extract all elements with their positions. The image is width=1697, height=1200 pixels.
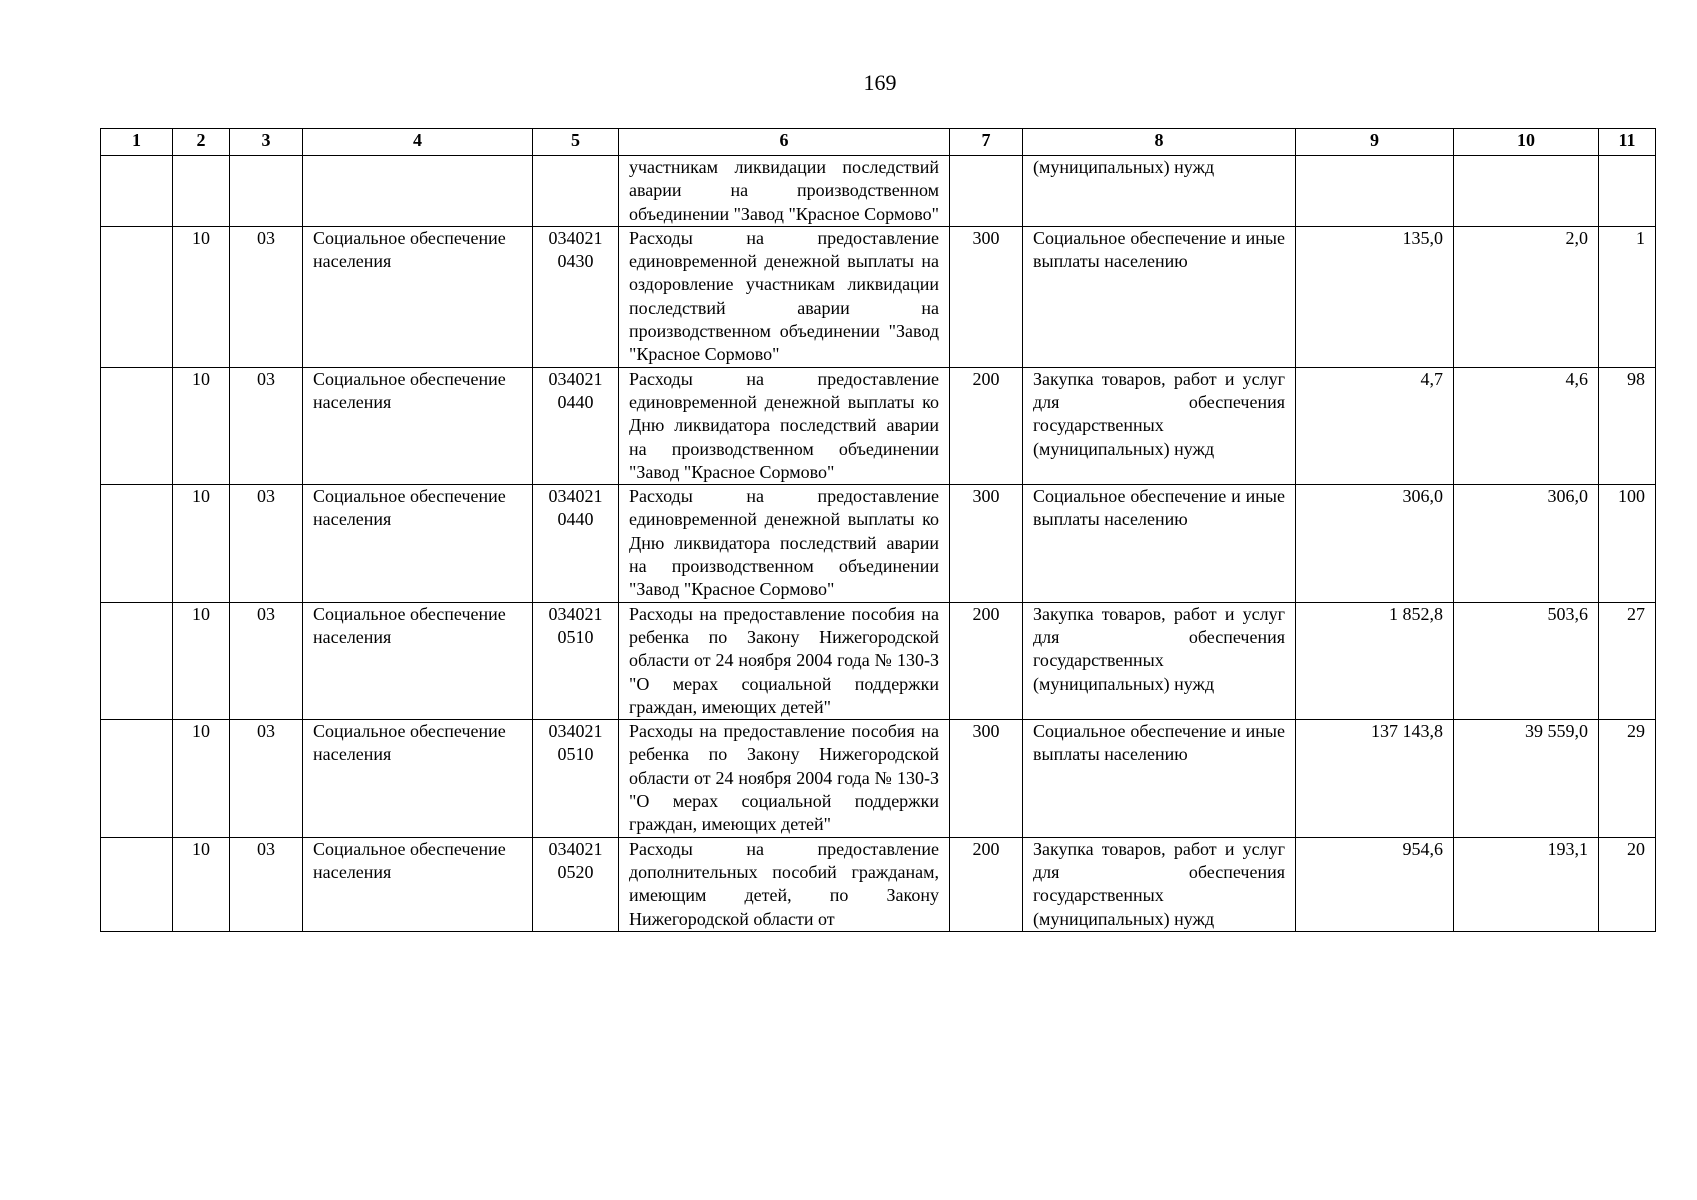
cell-article-name: Расходы на предоставление единовременной денежной выплаты ко Дню ликвидатора последствий аварии на производственном объединении "Завод "Красное Сормово" [619,367,950,484]
cell-col-1 [101,485,173,602]
cell-target-article: 034021 0520 [533,837,619,931]
cell-expense-type-name: Социальное обеспечение и иные выплаты населению [1023,485,1296,602]
cell-section [173,156,230,227]
cell-expense-type-name: Социальное обеспечение и иные выплаты населению [1023,720,1296,837]
cell-section-name [303,156,533,227]
cell-plan: 4,7 [1296,367,1454,484]
cell-article-name: Расходы на предоставление единовременной денежной выплаты на оздоровление участникам ликвидации последствий аварии на производственном объединении "Завод "Красное Сормово" [619,226,950,367]
cell-expense-type: 300 [950,485,1023,602]
cell-target-article: 034021 0440 [533,367,619,484]
cell-subsection: 03 [230,837,303,931]
cell-plan: 137 143,8 [1296,720,1454,837]
cell-percent: 100 [1599,485,1656,602]
cell-article-name: участникам ликвидации последствий аварии на производственном объединении "Завод "Красное Сормово" [619,156,950,227]
cell-actual: 193,1 [1454,837,1599,931]
cell-section-name: Социальное обеспечение населения [303,485,533,602]
cell-expense-type: 200 [950,367,1023,484]
cell-actual: 503,6 [1454,602,1599,719]
cell-plan: 954,6 [1296,837,1454,931]
header-col-5: 5 [533,129,619,156]
cell-section-name: Социальное обеспечение населения [303,367,533,484]
cell-expense-type: 300 [950,720,1023,837]
cell-article-name: Расходы на предоставление единовременной денежной выплаты ко Дню ликвидатора последствий аварии на производственном объединении "Завод "Красное Сормово" [619,485,950,602]
cell-expense-type [950,156,1023,227]
cell-target-article: 034021 0440 [533,485,619,602]
cell-col-1 [101,837,173,931]
header-col-6: 6 [619,129,950,156]
cell-subsection [230,156,303,227]
cell-article-name: Расходы на предоставление дополнительных пособий гражданам, имеющим детей, по Закону Нижегородской области от [619,837,950,931]
table-row [101,485,1656,602]
cell-col-1 [101,720,173,837]
table-row [101,367,1656,484]
page-number: 169 [863,70,897,95]
cell-section-name: Социальное обеспечение населения [303,226,533,367]
header-col-8: 8 [1023,129,1296,156]
cell-section-name: Социальное обеспечение населения [303,602,533,719]
cell-subsection: 03 [230,602,303,719]
header-col-1: 1 [101,129,173,156]
header-col-7: 7 [950,129,1023,156]
table-row [101,226,1656,367]
cell-actual: 4,6 [1454,367,1599,484]
cell-section-name: Социальное обеспечение населения [303,720,533,837]
cell-expense-type: 200 [950,837,1023,931]
cell-section: 10 [173,602,230,719]
cell-plan: 1 852,8 [1296,602,1454,719]
cell-section: 10 [173,367,230,484]
cell-expense-type: 300 [950,226,1023,367]
cell-plan [1296,156,1454,227]
cell-plan: 135,0 [1296,226,1454,367]
cell-col-1 [101,156,173,227]
header-col-2: 2 [173,129,230,156]
cell-expense-type-name: Социальное обеспечение и иные выплаты населению [1023,226,1296,367]
header-col-11: 11 [1599,129,1656,156]
cell-section: 10 [173,837,230,931]
header-col-4: 4 [303,129,533,156]
table-row [101,602,1656,719]
header-col-9: 9 [1296,129,1454,156]
cell-col-1 [101,226,173,367]
table-row [101,837,1656,931]
cell-expense-type-name: Закупка товаров, работ и услуг для обеспечения государственных (муниципальных) нужд [1023,602,1296,719]
cell-percent: 27 [1599,602,1656,719]
cell-percent: 20 [1599,837,1656,931]
cell-article-name: Расходы на предоставление пособия на ребенка по Закону Нижегородской области от 24 ноября 2004 года № 130-З "О мерах социальной поддержки граждан, имеющих детей" [619,720,950,837]
cell-percent: 29 [1599,720,1656,837]
cell-section: 10 [173,720,230,837]
budget-table [100,128,1656,932]
cell-plan: 306,0 [1296,485,1454,602]
cell-subsection: 03 [230,367,303,484]
cell-target-article: 034021 0510 [533,602,619,719]
cell-expense-type-name: (муниципальных) нужд [1023,156,1296,227]
cell-col-1 [101,367,173,484]
cell-section: 10 [173,226,230,367]
cell-col-1 [101,602,173,719]
table-body [101,156,1656,932]
cell-actual: 39 559,0 [1454,720,1599,837]
cell-actual [1454,156,1599,227]
cell-percent: 1 [1599,226,1656,367]
header-col-10: 10 [1454,129,1599,156]
cell-expense-type-name: Закупка товаров, работ и услуг для обеспечения государственных (муниципальных) нужд [1023,837,1296,931]
cell-percent: 98 [1599,367,1656,484]
header-row [101,129,1656,156]
cell-subsection: 03 [230,485,303,602]
cell-expense-type-name: Закупка товаров, работ и услуг для обеспечения государственных (муниципальных) нужд [1023,367,1296,484]
cell-subsection: 03 [230,226,303,367]
cell-section: 10 [173,485,230,602]
table-row [101,720,1656,837]
cell-section-name: Социальное обеспечение населения [303,837,533,931]
cell-expense-type: 200 [950,602,1023,719]
cell-article-name: Расходы на предоставление пособия на ребенка по Закону Нижегородской области от 24 ноября 2004 года № 130-З "О мерах социальной поддержки граждан, имеющих детей" [619,602,950,719]
cell-target-article: 034021 0510 [533,720,619,837]
cell-target-article: 034021 0430 [533,226,619,367]
cell-percent [1599,156,1656,227]
table-row [101,156,1656,227]
cell-subsection: 03 [230,720,303,837]
cell-target-article [533,156,619,227]
cell-actual: 2,0 [1454,226,1599,367]
header-col-3: 3 [230,129,303,156]
cell-actual: 306,0 [1454,485,1599,602]
